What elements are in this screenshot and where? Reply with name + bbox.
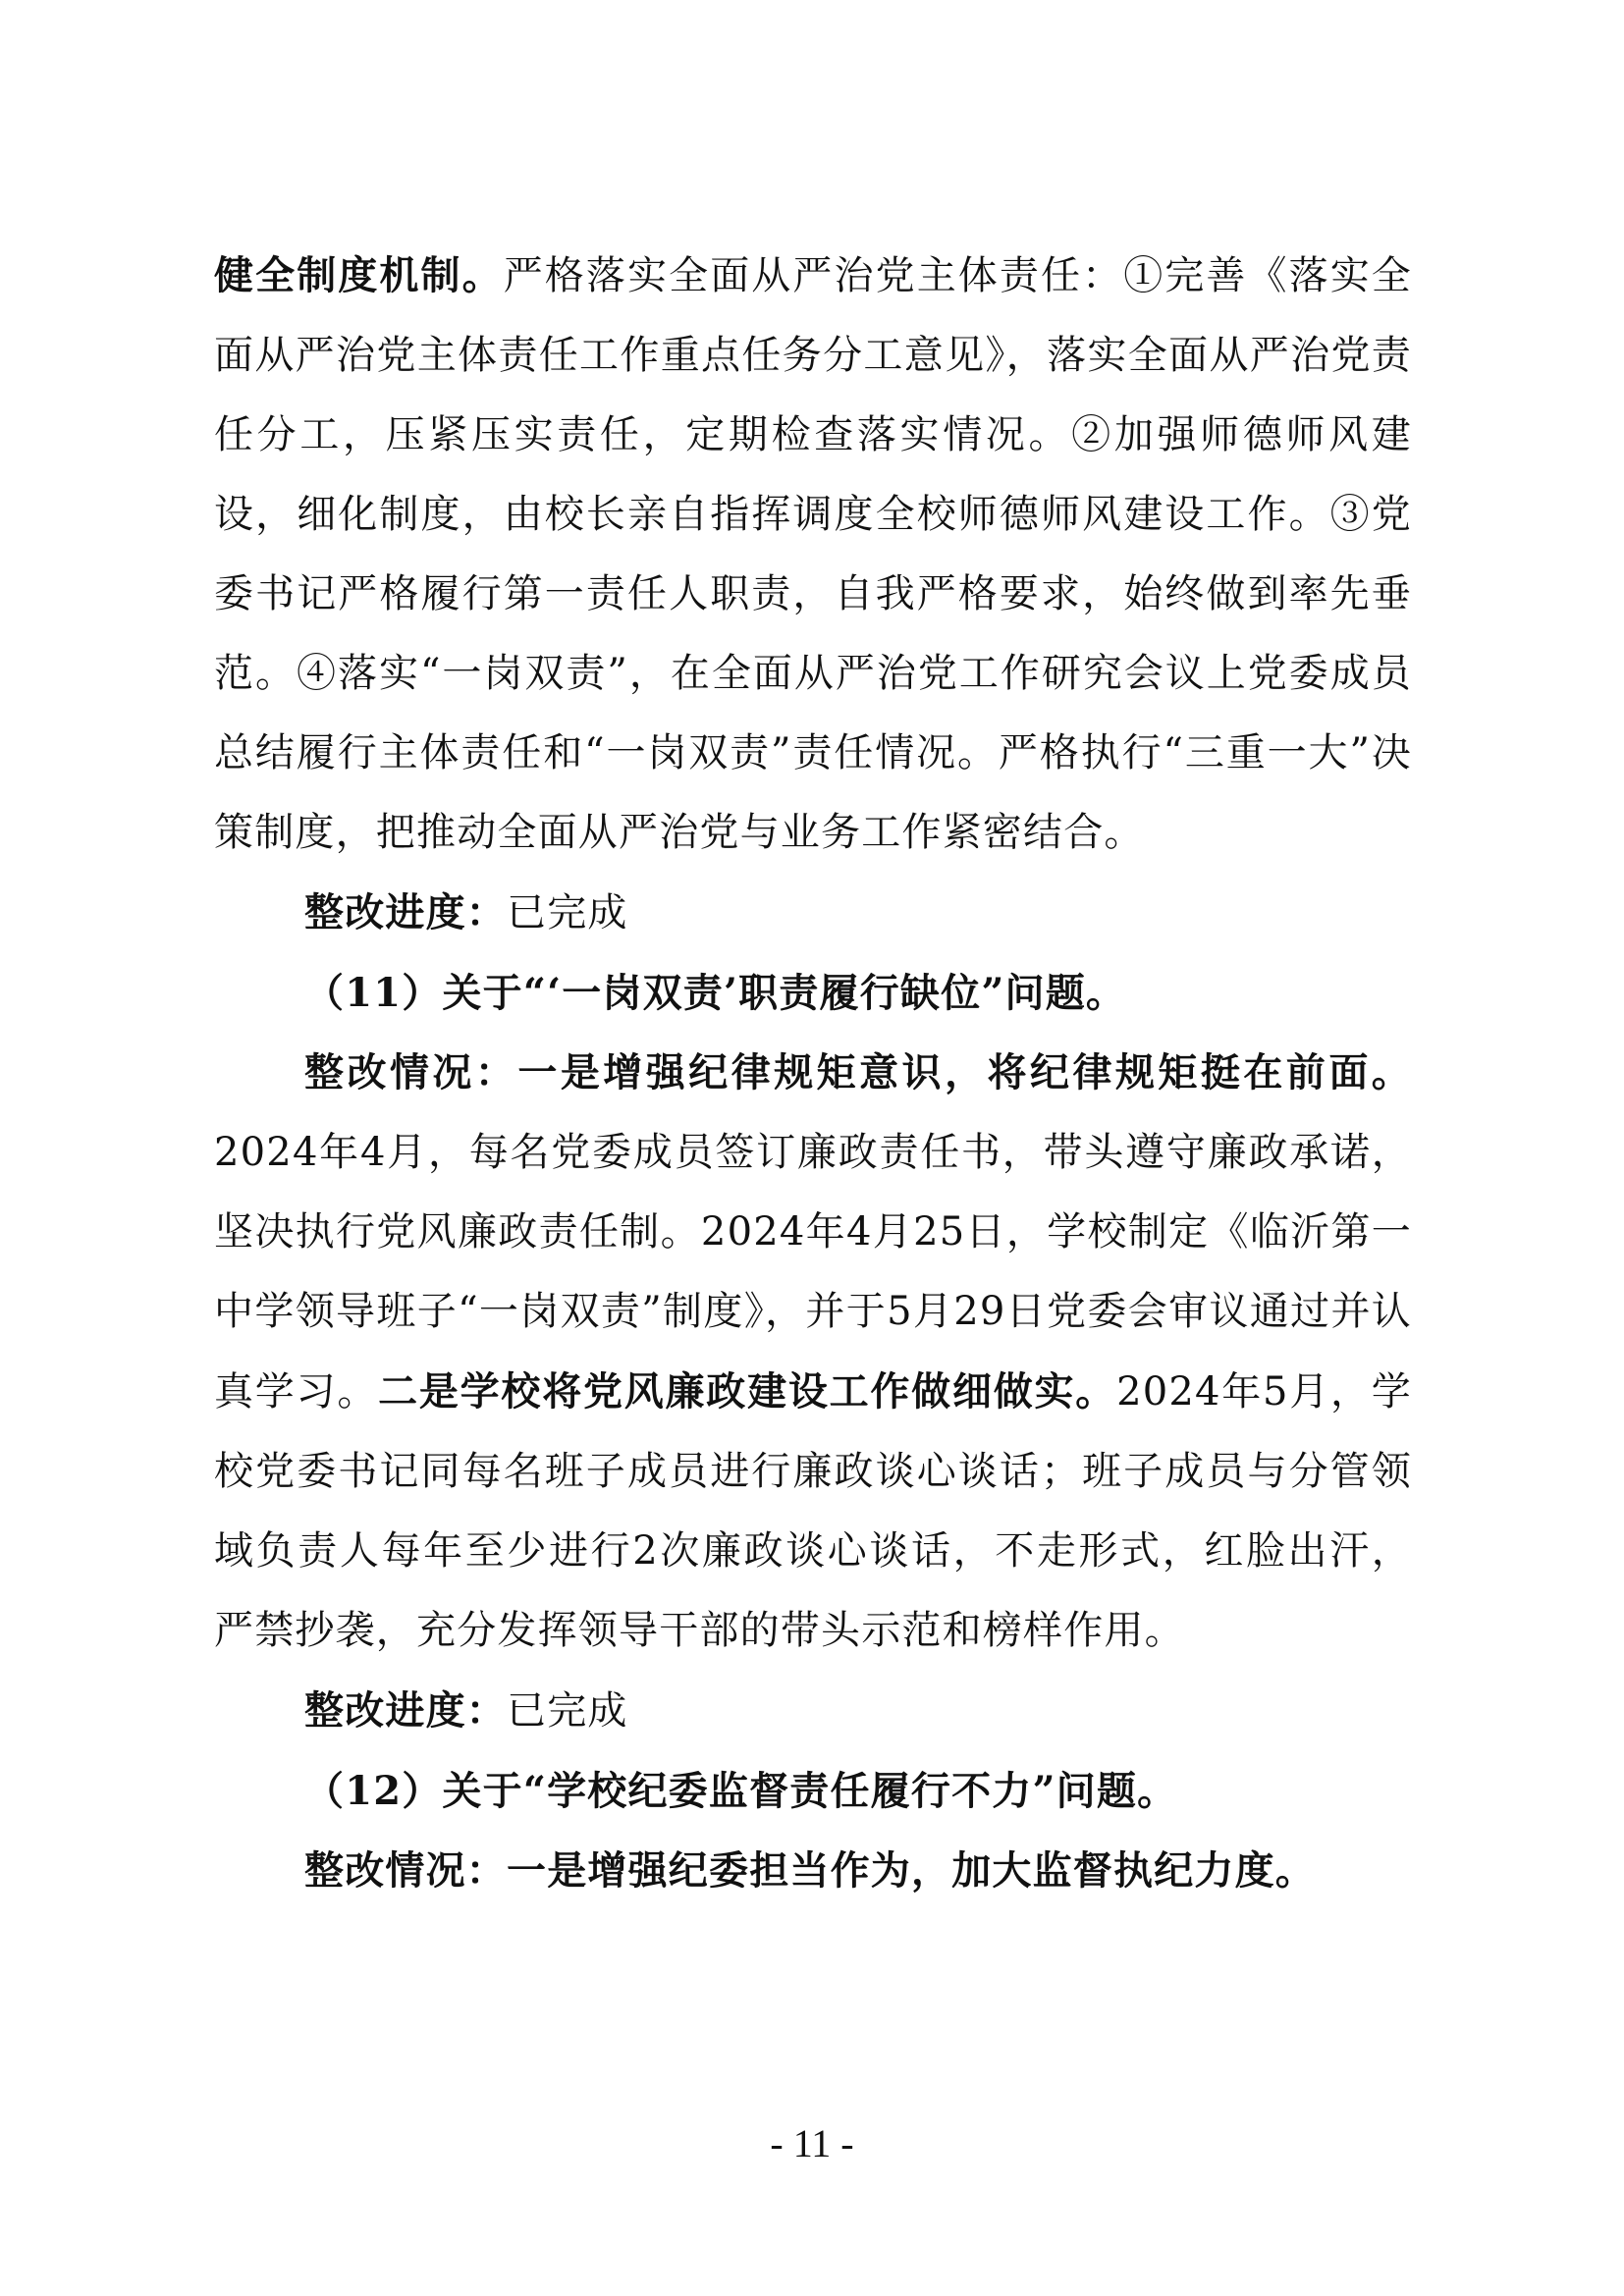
paragraph-subpoint: 二是学校将党风廉政建设工作做细做实。 bbox=[378, 1368, 1117, 1415]
paragraph-text: 严格落实全面从严治党主体责任：①完善《落实全面从严治党主体责任工作重点任务分工意见》，落实全面从严治党责任分工，压紧压实责任，定期检查落实情况。②加强师德师风建设，细化制度，由校长亲自指挥调度全校师德师风建设工作。③党委书记严格履行第一责任人职责，自我严格要求，始终做到率先垂范。④落实“一岗双责”，在全面从严治党工作研究会议上党委成员总结履行主体责任和“一岗双责”责任情况。严格执行“三重一大”决策制度，把推动全面从严治党与业务工作紧密结合。 bbox=[214, 253, 1412, 855]
paragraph-text: 2024年4月，每名党委成员签订廉政责任书，带头遵守廉政承诺，坚决执行党风廉政责任制。2024年4月25日，学校制定《临沂第一中学领导班子“一岗双责”制度》，并于5月29日党委会审议通过并认真学习。 bbox=[214, 1130, 1412, 1415]
page-number: - 11 - bbox=[770, 2121, 854, 2165]
progress-line-1 bbox=[214, 873, 1412, 953]
progress-label: 整改进度： bbox=[304, 889, 507, 935]
progress-value: 已完成 bbox=[507, 890, 628, 935]
paragraph-system-mechanism bbox=[214, 236, 1412, 873]
progress-value: 已完成 bbox=[507, 1688, 628, 1734]
paragraph-lead: 整改情况：一是增强纪委担当作为，加大监督执纪力度。 bbox=[304, 1847, 1316, 1894]
document-body bbox=[214, 236, 1412, 1911]
progress-line-2 bbox=[214, 1671, 1412, 1751]
section-heading-11: （11）关于“‘一岗双责’职责履行缺位”问题。 bbox=[304, 970, 1127, 1016]
paragraph-rectification-12 bbox=[214, 1831, 1412, 1911]
section-heading-12: （12）关于“学校纪委监督责任履行不力”问题。 bbox=[304, 1768, 1178, 1814]
paragraph-lead: 整改情况：一是增强纪律规矩意识，将纪律规矩挺在前面。 bbox=[304, 1049, 1412, 1095]
paragraph-rectification-11 bbox=[214, 1033, 1412, 1671]
paragraph-lead: 健全制度机制。 bbox=[214, 252, 504, 298]
progress-label: 整改进度： bbox=[304, 1687, 507, 1734]
paragraph-text: 2024年5月，学校党委书记同每名班子成员进行廉政谈心谈话；班子成员与分管领域负责人每年至少进行2次廉政谈心谈话，不走形式，红脸出汗，严禁抄袭，充分发挥领导干部的带头示范和榜样作用。 bbox=[214, 1369, 1413, 1653]
